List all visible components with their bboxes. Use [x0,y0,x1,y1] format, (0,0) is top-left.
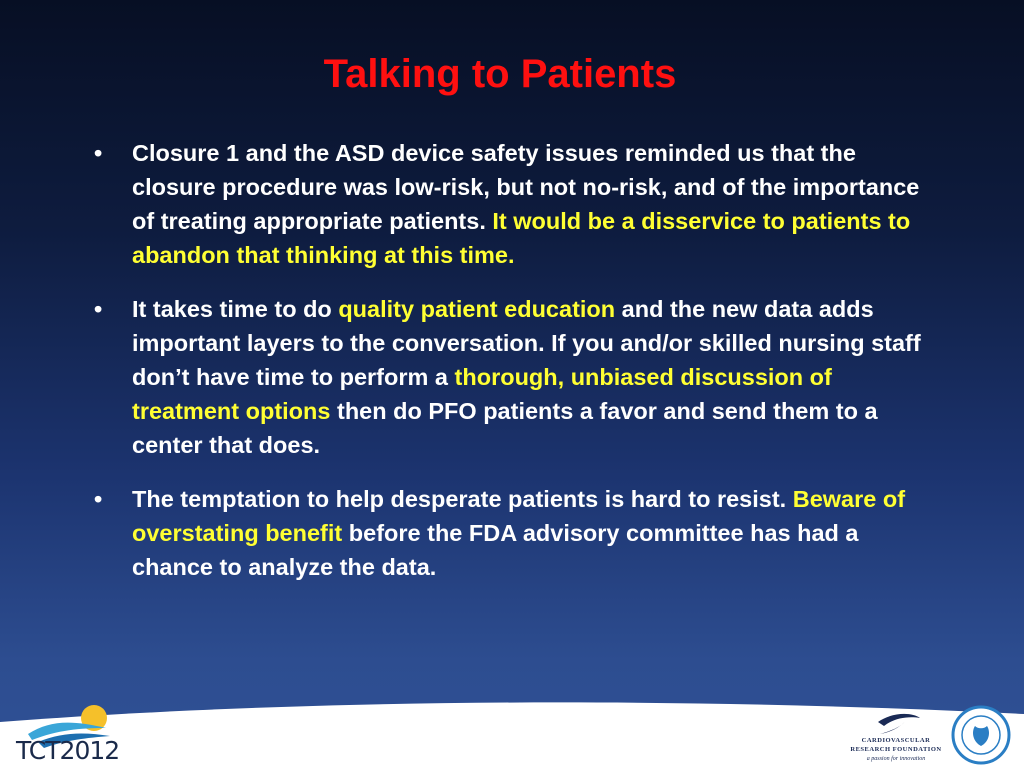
bullet-text: The temptation to help desperate patients is hard to resist. [132,486,793,512]
bullet-highlight-text: It would be a disservice to patients to abandon that thinking at this time. [132,208,911,268]
bullet-item [90,292,940,462]
bullet-text: and the new data adds important layers to the conversation. If you and/or skilled nursing staff don’t have time to perform a [132,296,921,390]
tct-label: TCT2012 [16,736,120,765]
crf-tagline: a passion for innovation [866,756,926,762]
bullet-text: before the FDA advisory committee has had a chance to analyze the data. [132,520,859,580]
bullet-item [90,482,940,584]
crf-name-line2: RESEARCH FOUNDATION [850,746,942,753]
bullet-text: It takes time to do [132,296,339,322]
crf-name-line1: CARDIOVASCULAR [861,737,931,744]
bullet-text: then do PFO patients a favor and send them to a center that does. [132,398,878,458]
bullet-text: Closure 1 and the ASD device safety issues reminded us that the closure procedure was low-risk, but not no-risk, and of the importance of treating appropriate patients. [132,140,920,234]
bullet-marker: • [94,486,103,512]
acc-seal-icon [951,704,1011,766]
bullet-marker: • [94,140,103,166]
bullet-marker: • [94,296,103,322]
slide-title: Talking to Patients [323,52,677,96]
bullet-item [90,136,940,272]
bullet-highlight-text: Beware of overstating benefit [132,486,906,546]
bullet-highlight-text: quality patient education [338,296,616,322]
bullet-list [90,136,940,604]
bullet-highlight-text: thorough, unbiased discussion of treatment options [132,364,832,424]
